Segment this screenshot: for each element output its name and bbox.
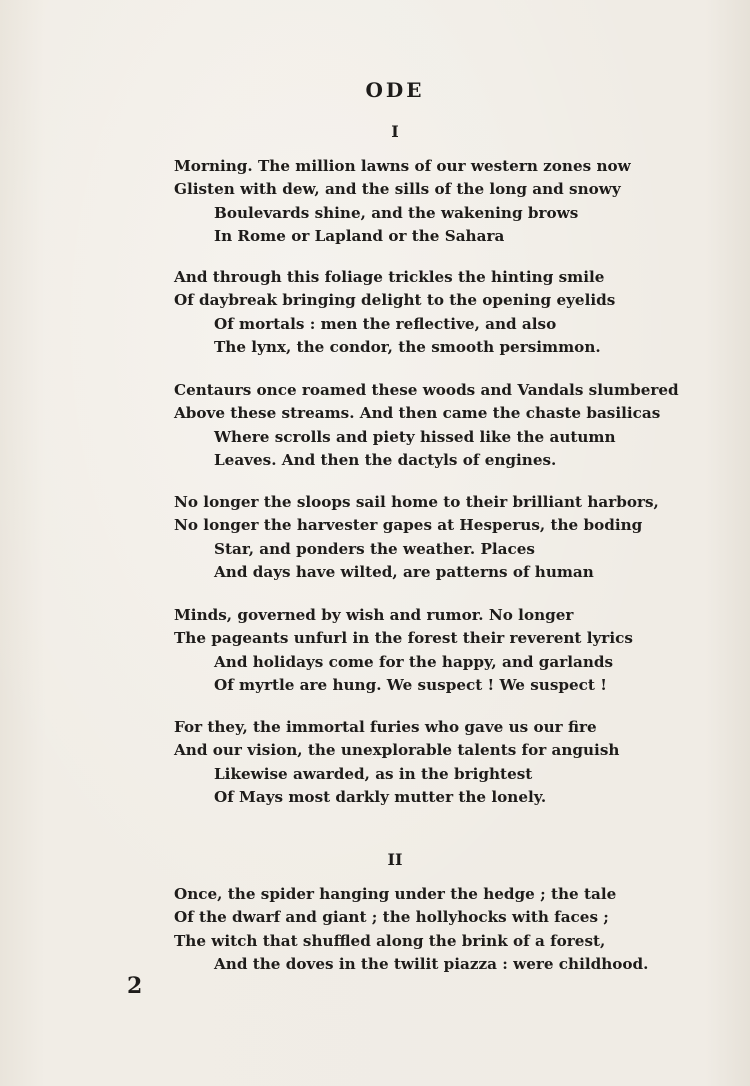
- poem-line: Above these streams. And then came the chaste basilicas: [174, 404, 661, 423]
- poem-line: The pageants unfurl in the forest their reverent lyrics: [174, 629, 633, 648]
- stanza: [174, 604, 694, 697]
- stanza: [174, 716, 694, 809]
- poem-line: In Rome or Lapland or the Sahara: [214, 226, 505, 245]
- poem-line: Boulevards shine, and the wakening brows: [214, 203, 579, 222]
- stanza: [174, 155, 694, 248]
- poem-line: No longer the harvester gapes at Hesperus, the boding: [174, 516, 643, 535]
- poem-line: Morning. The million lawns of our western zones now: [174, 157, 631, 175]
- poem-line: Of daybreak bringing delight to the opening eyelids: [174, 291, 616, 310]
- poem-line: Centaurs once roamed these woods and Vandals slumbered: [174, 381, 679, 399]
- poem-line: And the doves in the twilit piazza : were childhood.: [214, 954, 649, 973]
- poem-line: And days have wilted, are patterns of human: [214, 562, 594, 581]
- poem-line: Of Mays most darkly mutter the lonely.: [214, 787, 547, 806]
- poem-line: Of myrtle are hung. We suspect ! We suspect !: [214, 675, 607, 694]
- poem-line: And through this foliage trickles the hinting smile: [174, 268, 605, 286]
- poem-line: Glisten with dew, and the sills of the long and snowy: [174, 180, 621, 199]
- poem-line: And our vision, the unexplorable talents for anguish: [174, 741, 620, 760]
- poem-line: And holidays come for the happy, and garlands: [214, 652, 614, 671]
- stanza: [174, 379, 694, 472]
- poem-line: Once, the spider hanging under the hedge ; the tale: [174, 885, 617, 903]
- poem-line: Of mortals : men the reflective, and also: [214, 314, 557, 333]
- poem-line: For they, the immortal furies who gave us our fire: [174, 718, 597, 736]
- poem-line: Of the dwarf and giant ; the hollyhocks with faces ;: [174, 908, 609, 927]
- poem-line: Where scrolls and piety hissed like the autumn: [214, 427, 616, 446]
- poem-line: The lynx, the condor, the smooth persimmon.: [214, 337, 601, 356]
- poem-line: Star, and ponders the weather. Places: [214, 539, 535, 558]
- poem-title: ODE: [365, 78, 425, 102]
- poem-line: Leaves. And then the dactyls of engines.: [214, 450, 557, 469]
- stanza: [174, 266, 694, 359]
- section-number-2: II: [387, 850, 403, 869]
- poem-line: Likewise awarded, as in the brightest: [214, 764, 533, 783]
- poem-line: The witch that shuffled along the brink of a forest,: [174, 931, 606, 950]
- page-number: 2: [127, 973, 143, 999]
- stanza: [174, 491, 694, 584]
- stanza: [174, 883, 694, 976]
- poem-line: No longer the sloops sail home to their brilliant harbors,: [174, 493, 659, 511]
- poem-line: Minds, governed by wish and rumor. No longer: [174, 606, 574, 624]
- section-number-1: I: [391, 122, 399, 141]
